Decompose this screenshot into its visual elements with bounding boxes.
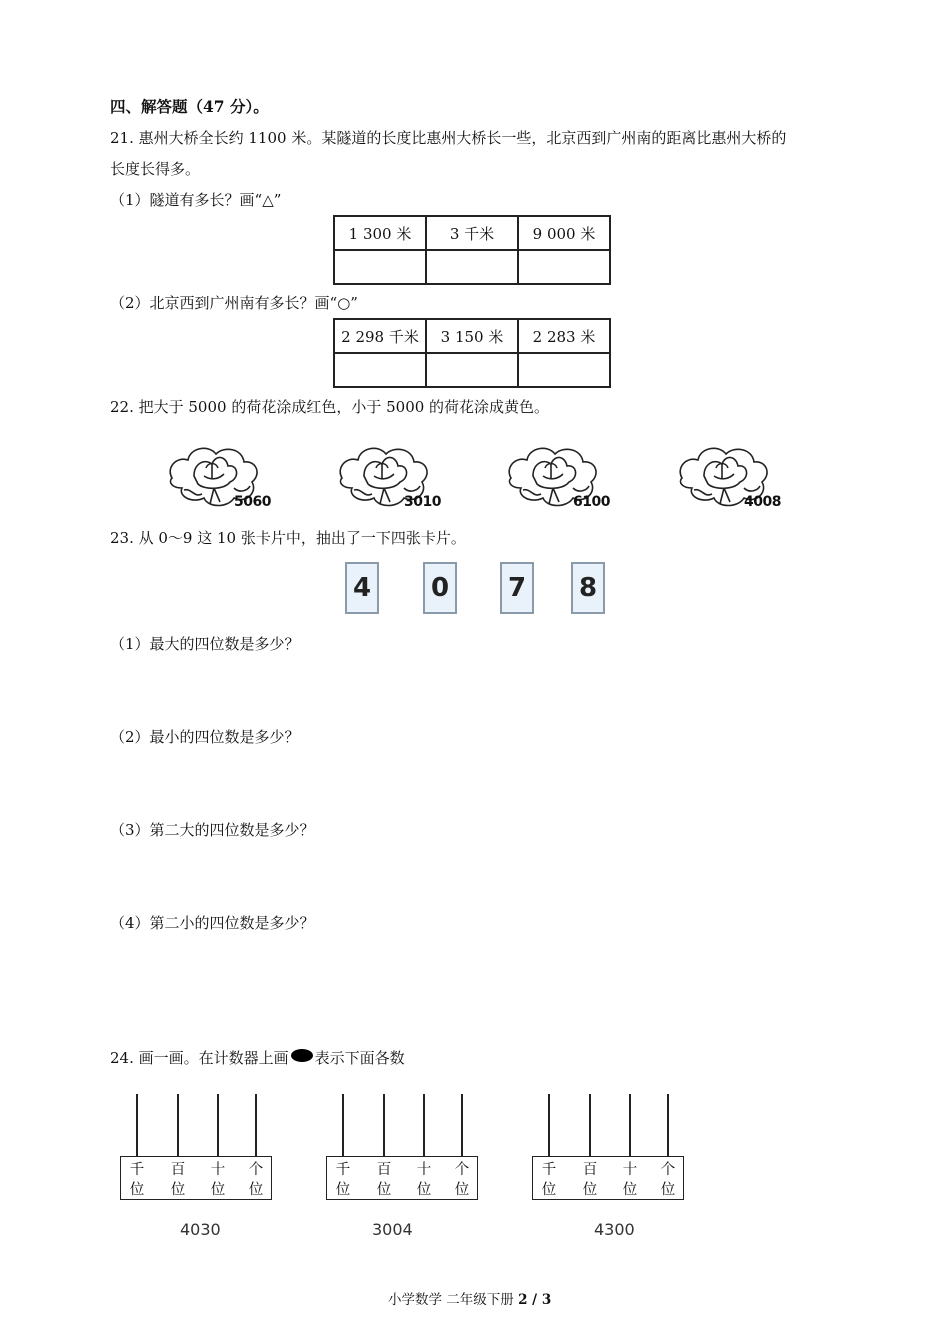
- option-cell: 1 300 米: [334, 216, 426, 250]
- place-label-hundreds: 百 位: [376, 1162, 392, 1198]
- abacus-2[interactable]: [326, 1094, 478, 1202]
- lotus-number: 6100: [573, 494, 610, 510]
- abacus-rod[interactable]: [177, 1094, 179, 1156]
- option-cell: 2 298 千米: [334, 319, 426, 353]
- footer-text: 小学数学 二年级下册: [388, 1292, 519, 1308]
- place-label-ones: 个 位: [248, 1162, 264, 1198]
- abacus-rod[interactable]: [667, 1094, 669, 1156]
- place-label-thousands: 千 位: [335, 1162, 351, 1198]
- place-label-ones: 个 位: [660, 1162, 676, 1198]
- q21-part1-prompt: （1）隧道有多长？画“△”: [110, 191, 282, 209]
- answer-cell[interactable]: [426, 250, 518, 284]
- q24-text-before: 24. 画一画。在计数器上画: [110, 1049, 289, 1067]
- lotus-flower-1[interactable]: [164, 438, 279, 517]
- lotus-number: 3010: [404, 494, 441, 510]
- abacus-rod[interactable]: [548, 1094, 550, 1156]
- abacus-1[interactable]: [120, 1094, 272, 1202]
- q24-text-after: 表示下面各数: [314, 1049, 405, 1067]
- q24-text: [110, 1047, 405, 1068]
- q23-question-1: （1）最大的四位数是多少？: [110, 635, 300, 653]
- lotus-number: 4008: [744, 494, 781, 510]
- abacus-number: 4300: [594, 1220, 635, 1239]
- place-label-thousands: 千 位: [129, 1162, 145, 1198]
- q23-text: 23. 从 0～9 这 10 张卡片中，抽出了一下四张卡片。: [110, 529, 466, 547]
- q23-question-3: （3）第二大的四位数是多少？: [110, 821, 315, 839]
- number-card: 8: [571, 562, 605, 614]
- section-title: 四、解答题（47 分）。: [110, 97, 269, 116]
- abacus-rod[interactable]: [383, 1094, 385, 1156]
- abacus-rod[interactable]: [255, 1094, 257, 1156]
- abacus-rod[interactable]: [461, 1094, 463, 1156]
- number-card: 7: [500, 562, 534, 614]
- place-label-hundreds: 百 位: [582, 1162, 598, 1198]
- abacus-rod[interactable]: [217, 1094, 219, 1156]
- bead-icon: [291, 1049, 313, 1062]
- q23-question-4: （4）第二小的四位数是多少？: [110, 914, 315, 932]
- answer-cell[interactable]: [426, 353, 518, 387]
- lotus-flower-4[interactable]: [674, 438, 789, 517]
- abacus-base: [532, 1156, 684, 1200]
- page-footer: [388, 1288, 551, 1308]
- place-label-tens: 十 位: [416, 1162, 432, 1198]
- option-cell: 9 000 米: [518, 216, 610, 250]
- abacus-rod[interactable]: [589, 1094, 591, 1156]
- number-card: 4: [345, 562, 379, 614]
- lotus-number: 5060: [234, 494, 271, 510]
- abacus-number: 4030: [180, 1220, 221, 1239]
- lotus-flower-2[interactable]: [334, 438, 449, 517]
- q21-part1-table: [333, 215, 611, 285]
- answer-cell[interactable]: [518, 353, 610, 387]
- lotus-flower-3[interactable]: [503, 438, 618, 517]
- q22-text: 22. 把大于 5000 的荷花涂成红色，小于 5000 的荷花涂成黄色。: [110, 398, 550, 416]
- abacus-base: [326, 1156, 478, 1200]
- option-cell: 3 千米: [426, 216, 518, 250]
- q23-question-2: （2）最小的四位数是多少？: [110, 728, 300, 746]
- answer-cell[interactable]: [334, 250, 426, 284]
- abacus-3[interactable]: [532, 1094, 684, 1202]
- abacus-rod[interactable]: [342, 1094, 344, 1156]
- abacus-rod[interactable]: [136, 1094, 138, 1156]
- answer-cell[interactable]: [334, 353, 426, 387]
- place-label-thousands: 千 位: [541, 1162, 557, 1198]
- answer-cell[interactable]: [518, 250, 610, 284]
- q21-part2-prompt: （2）北京西到广州南有多长？画“○”: [110, 294, 358, 312]
- option-cell: 3 150 米: [426, 319, 518, 353]
- place-label-hundreds: 百 位: [170, 1162, 186, 1198]
- q21-text-line2: 长度长得多。: [110, 160, 201, 178]
- place-label-tens: 十 位: [210, 1162, 226, 1198]
- place-label-tens: 十 位: [622, 1162, 638, 1198]
- abacus-base: [120, 1156, 272, 1200]
- place-label-ones: 个 位: [454, 1162, 470, 1198]
- abacus-rod[interactable]: [629, 1094, 631, 1156]
- q21-part2-table: [333, 318, 611, 388]
- number-card: 0: [423, 562, 457, 614]
- abacus-number: 3004: [372, 1220, 413, 1239]
- option-cell: 2 283 米: [518, 319, 610, 353]
- page-number: 2 / 3: [518, 1292, 552, 1308]
- abacus-rod[interactable]: [423, 1094, 425, 1156]
- q21-text-line1: 21. 惠州大桥全长约 1100 米。某隧道的长度比惠州大桥长一些，北京西到广州南的距离比惠州大桥的: [110, 129, 787, 147]
